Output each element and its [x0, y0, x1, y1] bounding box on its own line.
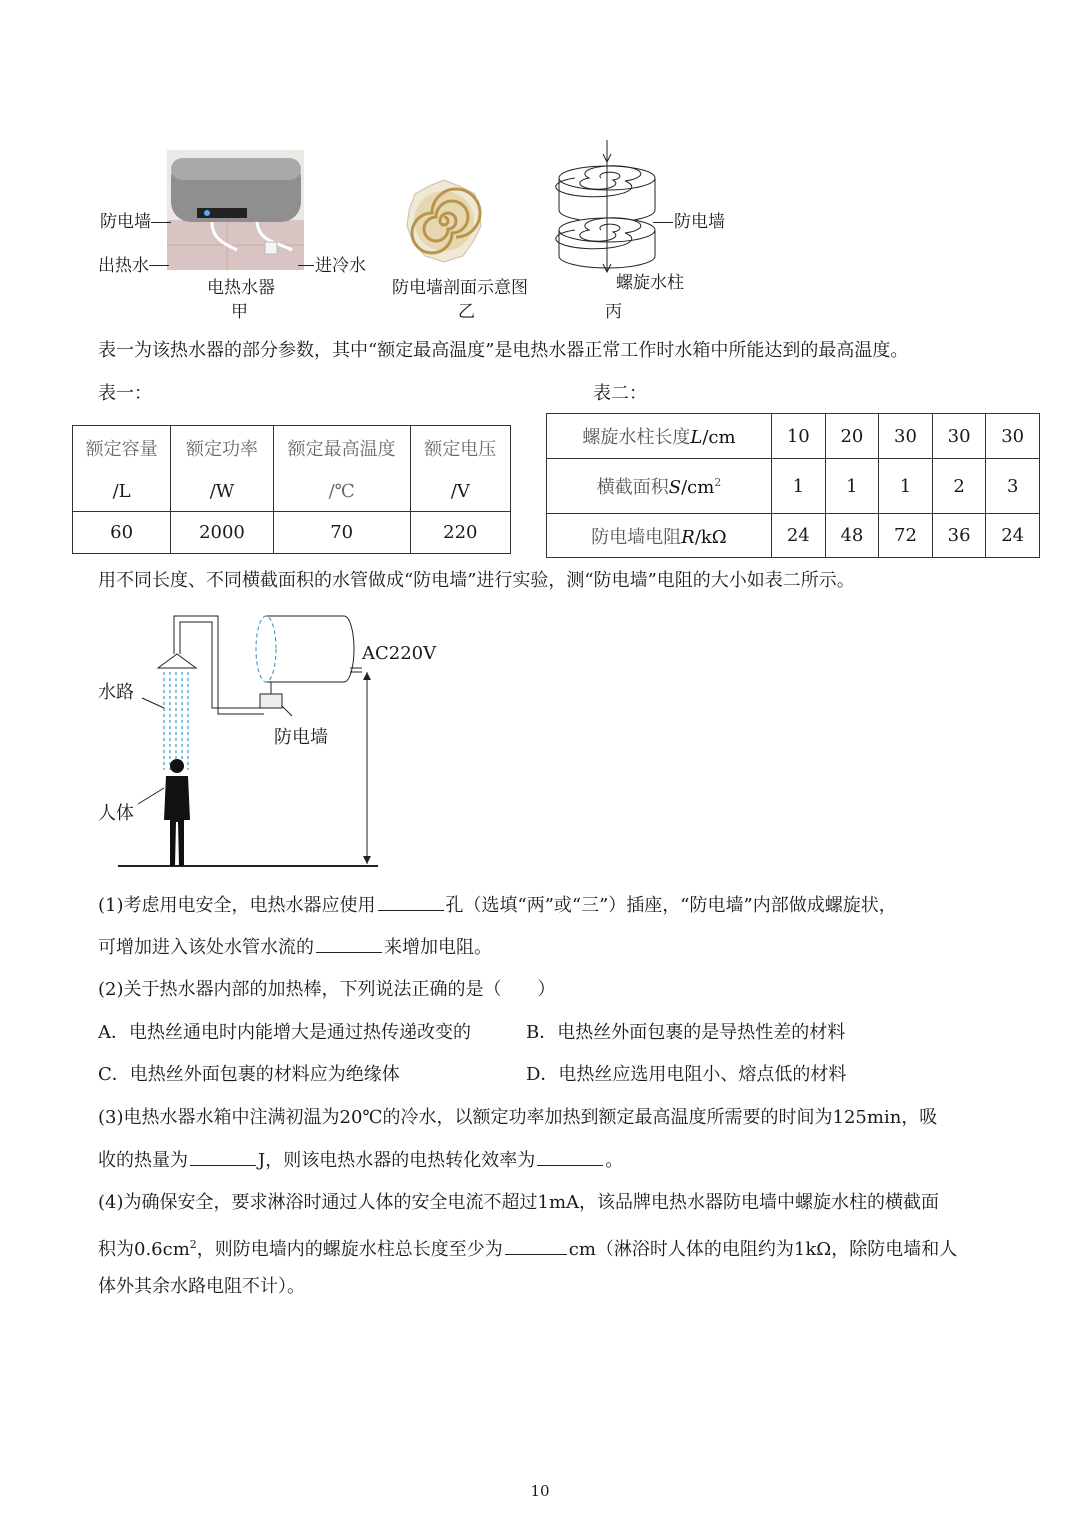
t1-u4: /V [450, 481, 470, 502]
spiral-column-diagram [555, 140, 665, 275]
option-d[interactable]: D．电热丝应选用电阻小、熔点低的材料 [526, 1064, 847, 1085]
t2-r2-sup: 2 [714, 476, 722, 489]
t2-r1-c1: 10 [772, 414, 826, 459]
table2 [546, 413, 1040, 558]
t2-r2-unit: /cm [681, 477, 715, 498]
question-3-line2 [98, 1150, 623, 1172]
label-ac220v: AC220V [362, 643, 437, 664]
label-human-body: 人体 [98, 803, 134, 824]
question-3-line1: (3)电热水器水箱中注满初温为20℃的冷水，以额定功率加热到额定最高温度所需要的时间为125min，吸 [98, 1107, 938, 1128]
t1-u2: /W [209, 481, 235, 502]
t2-r1-unit: /cm [702, 427, 736, 448]
caption-heater: 电热水器 [207, 278, 275, 298]
t2-r3-label: 防电墙电阻 [591, 526, 682, 548]
option-a[interactable]: A．电热丝通电时内能增大是通过热传递改变的 [98, 1022, 471, 1043]
t1-u1: /L [112, 481, 131, 502]
label-cold-water: 进冷水 [315, 256, 366, 276]
table1 [72, 425, 511, 554]
q4-blank[interactable] [505, 1240, 567, 1255]
t2-r3-sym: R [681, 526, 695, 548]
water-heater-photo [167, 150, 304, 270]
t2-r3-c4: 36 [932, 514, 986, 558]
q1-part-a: (1)考虑用电安全，电热水器应使用 [98, 895, 376, 916]
question-2: (2)关于热水器内部的加热棒，下列说法正确的是（ ） [98, 979, 556, 1000]
t2-r1-c2: 20 [825, 414, 879, 459]
label-spiral-column: 螺旋水柱 [616, 273, 684, 293]
experiment-text: 用不同长度、不同横截面积的水管做成“防电墙”进行实验，测“防电墙”电阻的大小如表二所示。 [98, 570, 855, 591]
sub-bing: 丙 [605, 302, 622, 322]
t2-r2-c3: 1 [879, 459, 933, 514]
q3-blank-2[interactable] [537, 1151, 603, 1166]
t2-r3-c3: 72 [879, 514, 933, 558]
t2-r1-label: 螺旋水柱长度 [582, 427, 691, 448]
q3-part-c: J，则该电热水器的电热转化效率为 [258, 1150, 536, 1171]
question-4-line1: (4)为确保安全，要求淋浴时通过人体的安全电流不超过1mA，该品牌电热水器防电墙中螺旋水柱的横截面 [98, 1192, 940, 1213]
q1-part-b: 孔（选填“两”或“三”）插座，“防电墙”内部做成螺旋状， [445, 895, 897, 916]
q4-part-b2: ，则防电墙内的螺旋水柱总长度至少为 [196, 1239, 503, 1260]
t1-h2: 额定功率 [185, 439, 258, 460]
q4-part-b3: cm（淋浴时人体的电阻约为1kΩ，除防电墙和人 [568, 1239, 958, 1260]
t2-r3-c1: 24 [772, 514, 826, 558]
q3-part-d: 。 [605, 1150, 624, 1171]
spiral-section-image [403, 176, 485, 266]
q3-blank-1[interactable] [190, 1151, 256, 1166]
question-4-line3: 体外其余水路电阻不计）。 [98, 1276, 305, 1297]
t1-v3: 70 [273, 512, 410, 554]
t2-r3-unit: /kΩ [694, 526, 727, 548]
t2-r3-c2: 48 [825, 514, 879, 558]
q1-part-d: 来增加电阻。 [384, 937, 492, 958]
intro-text: 表一为该热水器的部分参数，其中“额定最高温度”是电热水器正常工作时水箱中所能达到的最高温度。 [98, 340, 909, 361]
t1-h3: 额定最高温度 [287, 439, 396, 460]
t2-r1-c4: 30 [932, 414, 986, 459]
question-4-line2 [98, 1234, 957, 1261]
t2-r1-sym: L [690, 427, 703, 448]
page-number: 10 [530, 1482, 550, 1500]
t1-u3: /℃ [328, 481, 355, 502]
t2-r2-c2: 1 [825, 459, 879, 514]
q4-sup: 2 [189, 1238, 197, 1251]
t2-r2-label: 横截面积 [596, 477, 669, 498]
t2-r3-c5: 24 [986, 514, 1040, 558]
t1-v2: 2000 [171, 512, 273, 554]
t1-h1: 额定容量 [85, 439, 158, 460]
t1-v4: 220 [410, 512, 510, 554]
label-wall-a: 防电墙 [100, 212, 151, 232]
q1-part-c: 可增加进入该处水管水流的 [98, 937, 314, 958]
caption-wall-section: 防电墙剖面示意图 [392, 278, 528, 298]
label-water-path: 水路 [98, 682, 134, 703]
sub-jia: 甲 [231, 302, 248, 322]
q1-blank-1[interactable] [378, 896, 444, 911]
t2-r2-c4: 2 [932, 459, 986, 514]
question-1-line1 [98, 895, 897, 917]
t2-r1-c3: 30 [879, 414, 933, 459]
option-c[interactable]: C．电热丝外面包裹的材料应为绝缘体 [98, 1064, 400, 1085]
t2-r2-sym: S [668, 477, 682, 498]
q3-part-b: 收的热量为 [98, 1150, 188, 1171]
q1-blank-2[interactable] [316, 938, 382, 953]
q4-part-b1: 积为0.6cm [98, 1239, 190, 1260]
question-1-line2 [98, 937, 492, 959]
t2-r2-c5: 3 [986, 459, 1040, 514]
table1-title: 表一： [98, 383, 152, 404]
t2-r1-c5: 30 [986, 414, 1040, 459]
label-wall-c: 防电墙 [674, 212, 725, 232]
sub-yi: 乙 [458, 302, 475, 322]
t1-h4: 额定电压 [424, 439, 497, 460]
label-wall-diagram: 防电墙 [274, 727, 328, 748]
table2-title: 表二： [593, 383, 647, 404]
t2-r2-c1: 1 [772, 459, 826, 514]
option-b[interactable]: B．电热丝外面包裹的是导热性差的材料 [526, 1022, 846, 1043]
t1-v1: 60 [73, 512, 171, 554]
label-hot-water: 出热水 [98, 256, 149, 276]
